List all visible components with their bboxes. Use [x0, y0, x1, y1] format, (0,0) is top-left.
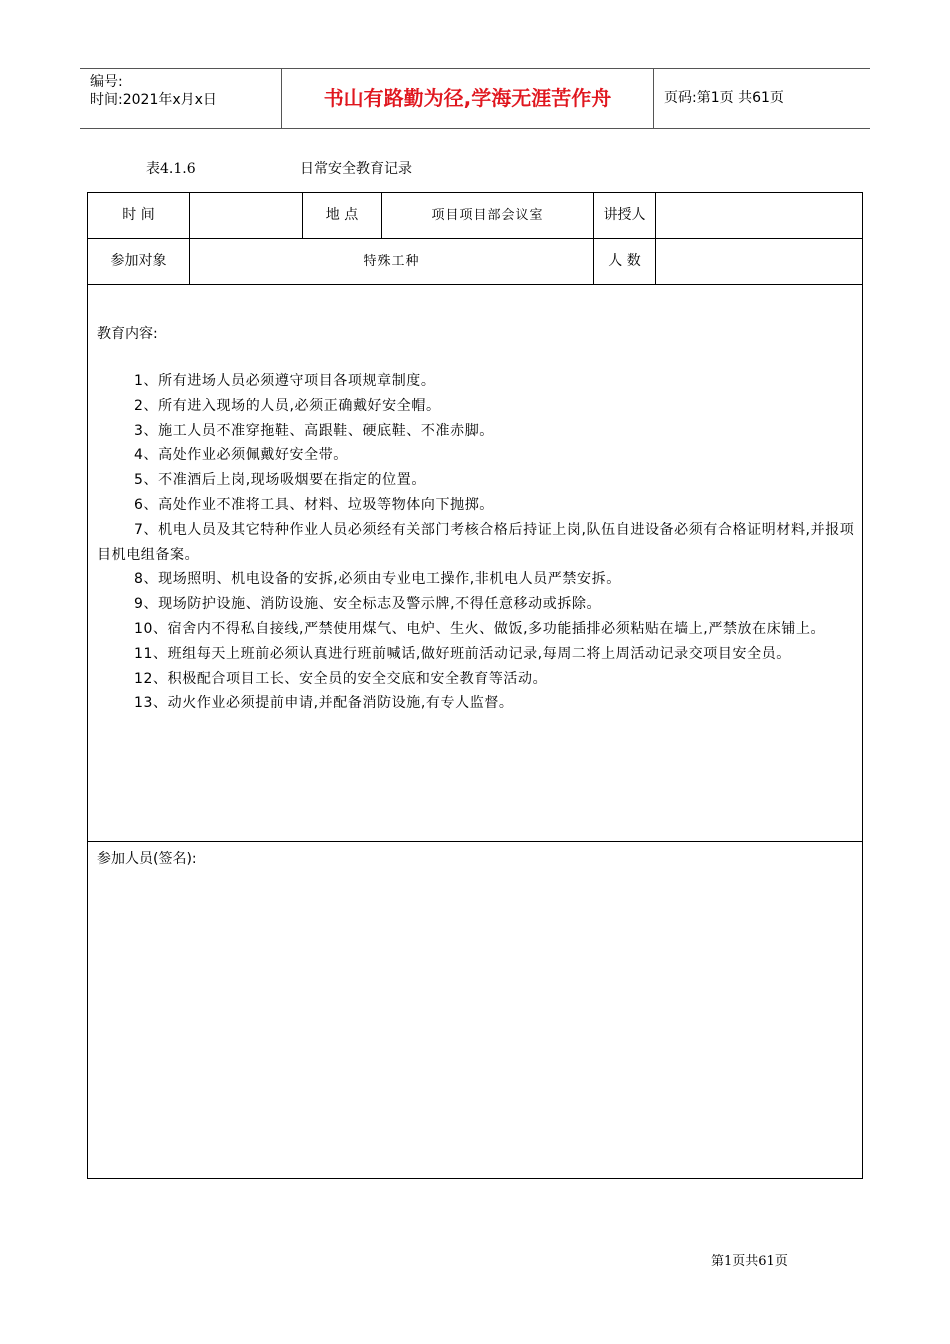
list-item: 3、施工人员不准穿拖鞋、高跟鞋、硬底鞋、不准赤脚。 — [134, 422, 494, 439]
location-label: 地 点 — [303, 193, 382, 238]
count-label: 人 数 — [594, 239, 656, 284]
list-item: 11、班组每天上班前必须认真进行班前喊话,做好班前活动记录,每周二将上周活动记录交项目安全员。 — [134, 645, 791, 662]
lecturer-value[interactable] — [656, 193, 862, 238]
audience-label: 参加对象 — [88, 239, 190, 284]
lecturer-label: 讲授人 — [594, 193, 656, 238]
content-list — [97, 369, 857, 716]
table-title: 日常安全教育记录 — [300, 161, 412, 177]
location-value[interactable]: 项目项目部会议室 — [382, 193, 594, 238]
list-item: 8、现场照明、机电设备的安拆,必须由专业电工操作,非机电人员严禁安拆。 — [134, 571, 621, 588]
list-item: 5、不准酒后上岗,现场吸烟要在指定的位置。 — [134, 472, 426, 489]
count-value[interactable] — [656, 239, 862, 284]
header-page-info: 页码:第1页 共61页 — [664, 90, 784, 106]
list-item: 10、宿舍内不得私自接线,严禁使用煤气、电炉、生火、做饭,多功能插排必须粘贴在墙上,严禁放在床铺上。 — [134, 620, 826, 637]
list-item: 1、所有进场人员必须遵守项目各项规章制度。 — [134, 373, 436, 389]
list-item: 7、机电人员及其它特种作业人员必须经有关部门考核合格后持证上岗,队伍自进设备必须有合格证明材料,并报项目机电组备案。 — [97, 521, 855, 563]
list-item: 9、现场防护设施、消防设施、安全标志及警示牌,不得任意移动或拆除。 — [134, 596, 602, 613]
list-item: 12、积极配合项目工长、安全员的安全交底和安全教育等活动。 — [134, 670, 548, 687]
audience-value[interactable]: 特殊工种 — [190, 239, 594, 284]
signature-section[interactable] — [88, 842, 862, 1178]
form-row-audience — [88, 239, 862, 285]
content-label: 教育内容: — [97, 326, 158, 342]
header-motto: 书山有路勤为径,学海无涯苦作舟 — [281, 69, 654, 128]
time-value[interactable] — [190, 193, 303, 238]
doc-time-label: 时间:2021年x月x日 — [90, 92, 217, 108]
page-header — [80, 68, 870, 129]
page-footer: 第1页共61页 — [711, 1254, 788, 1269]
safety-education-form — [87, 192, 863, 1179]
education-content-section — [88, 285, 862, 842]
form-row-time-location — [88, 193, 862, 239]
list-item: 13、动火作业必须提前申请,并配备消防设施,有专人监督。 — [134, 695, 514, 712]
list-item: 6、高处作业不准将工具、材料、垃圾等物体向下抛掷。 — [134, 496, 494, 513]
doc-code-label: 编号: — [90, 74, 123, 90]
list-item: 4、高处作业必须佩戴好安全带。 — [134, 447, 348, 464]
table-code: 表4.1.6 — [146, 161, 196, 177]
signature-label: 参加人员(签名): — [97, 851, 197, 867]
time-label: 时 间 — [88, 193, 190, 238]
header-meta — [80, 69, 281, 128]
list-item: 2、所有进入现场的人员,必须正确戴好安全帽。 — [134, 397, 441, 414]
